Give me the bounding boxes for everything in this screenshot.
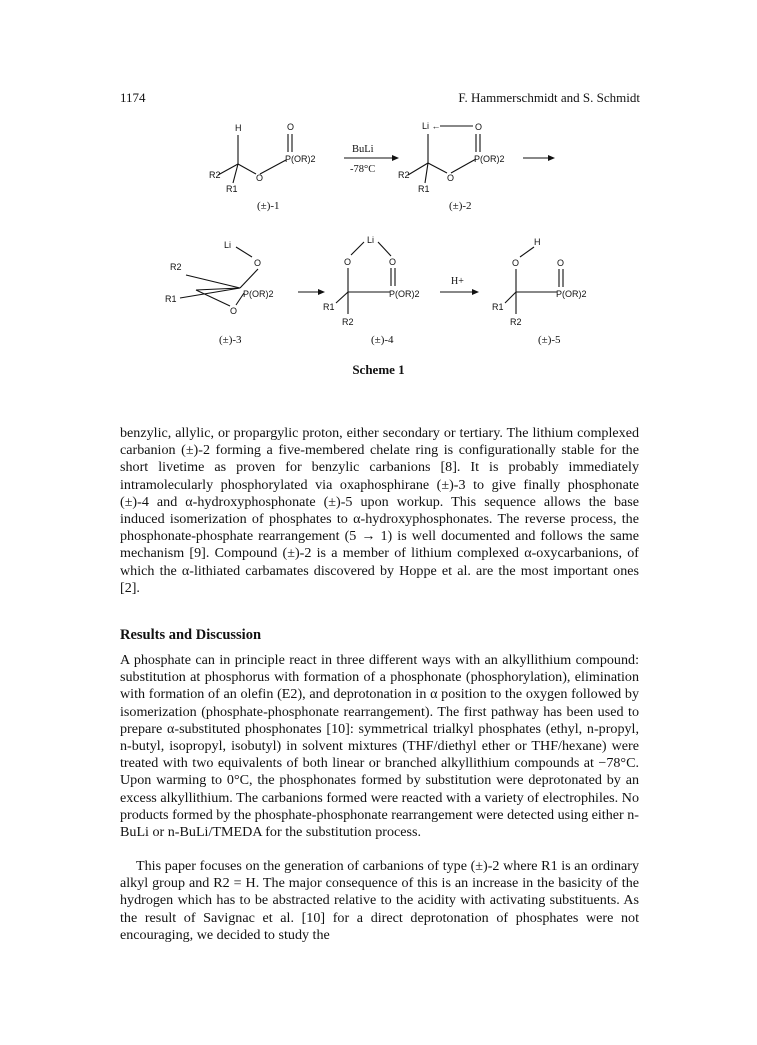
atom-label: O: [447, 173, 455, 183]
atom-label: Li: [367, 235, 375, 245]
compound-label-1: (±)-1: [257, 200, 280, 212]
atom-label: P(OR)2: [243, 289, 274, 299]
compound-label-5: (±)-5: [538, 334, 561, 346]
compound-5-structure: [492, 237, 587, 327]
body-paragraph-2: [120, 652, 639, 841]
atom-label: P(OR)2: [556, 289, 587, 299]
atom-label: R2: [170, 262, 182, 272]
atom-label: H: [534, 237, 541, 247]
atom-label: P(OR)2: [389, 289, 420, 299]
page-number: 1174: [120, 90, 146, 105]
compound-label-3: (±)-3: [219, 334, 242, 346]
reagent-label: BuLi: [352, 144, 374, 155]
atom-label: R1: [165, 294, 177, 304]
section-heading: Results and Discussion: [120, 627, 262, 643]
atom-label: O: [344, 257, 352, 267]
atom-label: R2: [398, 170, 410, 180]
atom-label: O: [230, 306, 238, 316]
running-head: [120, 90, 640, 106]
atom-label: R2: [342, 317, 354, 327]
paragraph-text: This paper focuses on the generation of carbanions of type (±)-2 where R1 is an ordinary alkyl group and R2 = H. The major consequence of this is an increase in the basicity of the hydrogen which has to be abstracted relative to the acidity with activating substituents. As the result of Savignac et al. [10] for a direct deprotonation of phosphates were not encouraging, we decided to study the: [120, 858, 639, 943]
atom-label: H: [235, 123, 242, 133]
atom-label: R2: [510, 317, 522, 327]
running-head-authors: F. Hammerschmidt and S. Schmidt: [458, 90, 640, 105]
compound-label-2: (±)-2: [449, 200, 472, 212]
atom-label: P(OR)2: [474, 154, 505, 164]
body-paragraph-3: [120, 858, 639, 944]
atom-label: Li ←: [422, 121, 441, 131]
paragraph-text: A phosphate can in principle react in three different ways with an alkyllithium compound: substitution at phosphorus with formation of a phosphonate (phosphorylation), elimination with formation of an olefin (E2), and deprotonation in α position to the oxygen followed by isomerization (phosphate-phosphonate rearrangement). The first pathway has been used to prepare α-substituted phosphonates [10]: symmetrical trialkyl phosphates (ethyl, n-propyl, n-butyl, isopropyl, isobutyl) in solvent mixtures (THF/diethyl ether or THF/hexane) were treated with two equivalents of both linear or branched alkyllithium compounds at −78°C. Upon warming to 0°C, the phosphonates formed by substitution were deprotonated by an excess alkyllithium. The carbanions formed were reacted with a variety of electrophiles. No products formed by the phosphate-phosphonate rearrangement were detected using either n-BuLi or n-BuLi/TMEDA for the substitution process.: [120, 652, 639, 841]
atom-label: O: [512, 258, 520, 268]
compound-1-structure: [209, 122, 316, 194]
condition-label: -78°C: [350, 164, 376, 175]
atom-label: Li: [224, 240, 232, 250]
atom-label: O: [557, 258, 565, 268]
atom-label: R1: [492, 302, 504, 312]
compound-4-structure: [323, 235, 420, 327]
reagent-label: H+: [451, 276, 464, 287]
atom-label: P(OR)2: [285, 154, 316, 164]
scheme-caption: Scheme 1: [352, 362, 405, 377]
atom-label: O: [287, 122, 295, 132]
reaction-scheme: [0, 110, 757, 360]
atom-label: R1: [226, 184, 238, 194]
compound-2-structure: [398, 121, 505, 194]
atom-label: O: [254, 258, 262, 268]
compound-label-4: (±)-4: [371, 334, 394, 346]
atom-label: R1: [323, 302, 335, 312]
atom-label: R2: [209, 170, 221, 180]
atom-label: O: [389, 257, 397, 267]
atom-label: O: [256, 173, 264, 183]
atom-label: R1: [418, 184, 430, 194]
paragraph-text: benzylic, allylic, or propargylic proton, either secondary or tertiary. The lithium complexed carbanion (±)-2 forming a five-membered chelate ring is configurationally stable for the short livetime as proven for benzylic carbanions [8]. It is probably immediately intramolecularly phosphorylated via oxaphosphirane (±)-3 to give finally phosphonate (±)-4 and α-hydroxyphosphonate (±)-5 upon workup. This sequence allows the base induced isomerization of phosphates to α-hydroxyphosphonates. The reverse process, the phosphonate-phosphate rearrangement (5 → 1) is well documented and follows the same mechanism [9]. Compound (±)-2 is a member of lithium complexed α-oxycarbanions, of which the α-lithiated carbamates discovered by Hoppe et al. are the most important ones [2].: [120, 425, 639, 596]
compound-3-structure: [165, 240, 274, 316]
body-paragraph-1: [120, 425, 639, 597]
atom-label: O: [475, 122, 483, 132]
